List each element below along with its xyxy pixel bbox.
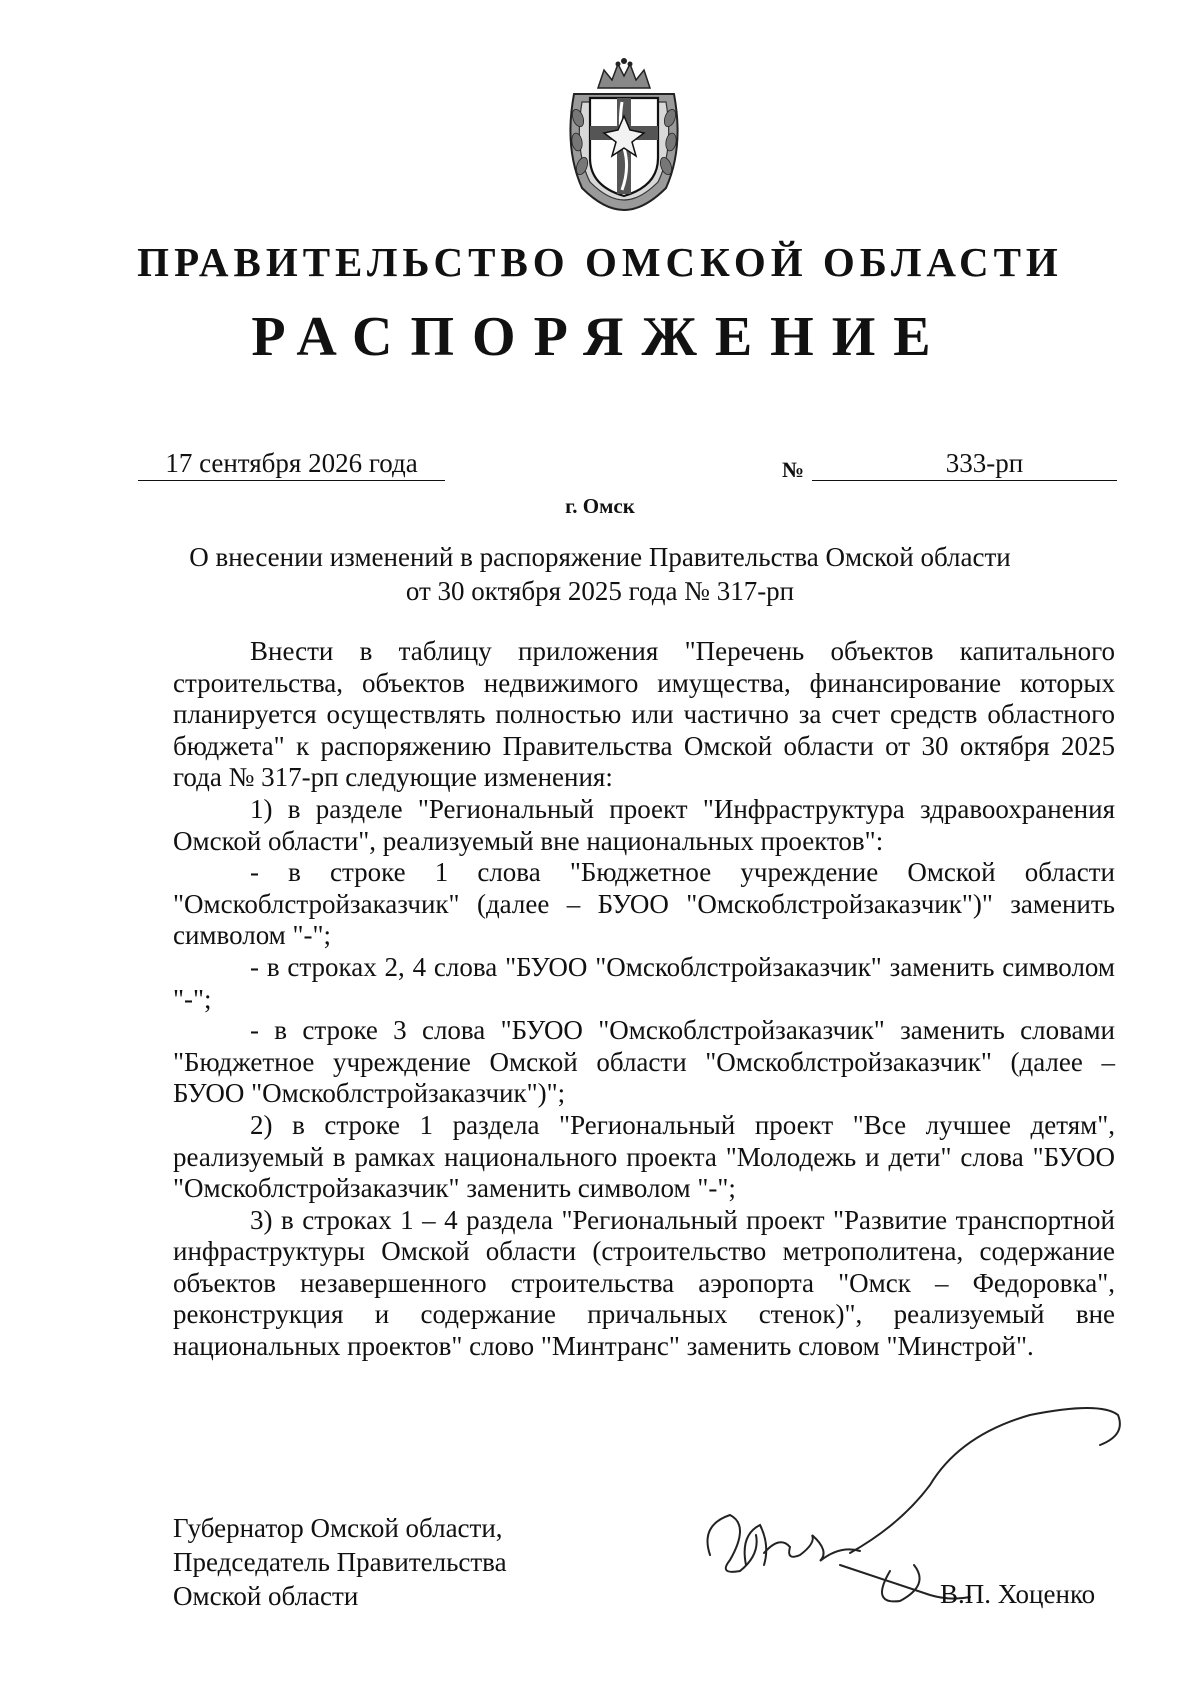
body-paragraph: - в строке 3 слова "БУОО "Омскоблстройзаказчик" заменить словами "Бюджетное учреждение Омской области "Омскоблстройзаказчик" (далее – БУОО "Омскоблстройзаказчик")";	[173, 1015, 1115, 1109]
subject-line: О внесении изменений в распоряжение Правительства Омской области	[189, 542, 1011, 572]
body-paragraph: 1) в разделе "Региональный проект "Инфраструктура здравоохранения Омской области", реализуемый вне национальных проектов":	[173, 793, 1115, 856]
city: г. Омск	[565, 494, 635, 518]
number-label: №	[782, 457, 805, 482]
document-subject	[150, 540, 1050, 608]
signer-name: В.П. Хоценко	[940, 1579, 1096, 1609]
subject-line: от 30 октября 2025 года № 317-рп	[405, 576, 795, 606]
document-type-title: РАСПОРЯЖЕНИЕ	[251, 306, 949, 368]
document-date: 17 сентября 2026 года	[138, 448, 445, 481]
body-paragraph: - в строках 2, 4 слова "БУОО "Омскоблстройзаказчик" заменить символом "-";	[173, 951, 1115, 1014]
body-paragraph: 3) в строках 1 – 4 раздела "Региональный проект "Развитие транспортной инфраструктуры Омской области (строительство метрополитена, содержание объектов незавершенного строительства аэропорта "Омск – Федоровка", реконструкция и содержание причальных стенок)", реализуемый вне национальных проектов" слово "Минтранс" заменить словом "Минстрой".	[173, 1204, 1115, 1362]
body-paragraph: 2) в строке 1 раздела "Региональный проект "Все лучшее детям", реализуемый в рамках национального проекта "Молодежь и дети" слова "БУОО "Омскоблстройзаказчик" заменить символом "-";	[173, 1109, 1115, 1204]
body-paragraph: Внести в таблицу приложения "Перечень объектов капитального строительства, объектов недвижимого имущества, финансирование которых планируется осуществлять полностью или частично за счет средств областного бюджета" к распоряжению Правительства Омской области от 30 октября 2025 года № 317-рп следующие изменения:	[173, 636, 1115, 793]
signer-position-line: Губернатор Омской области,	[173, 1513, 503, 1543]
document-body	[173, 636, 1115, 1363]
signer-position-line: Омской области	[173, 1581, 359, 1611]
document-number-field	[812, 448, 1117, 481]
body-paragraph: - в строке 1 слова "Бюджетное учреждение Омской области "Омскоблстройзаказчик" (далее – БУОО "Омскоблстройзаказчик")" заменить символом "-";	[173, 857, 1115, 951]
signer-position-line: Председатель Правительства	[173, 1547, 507, 1577]
organization-title: ПРАВИТЕЛЬСТВО ОМСКОЙ ОБЛАСТИ	[137, 239, 1063, 285]
coat-of-arms-emblem	[560, 58, 688, 212]
signer-position	[173, 1511, 507, 1613]
document-number: 333-рп	[945, 448, 1024, 478]
